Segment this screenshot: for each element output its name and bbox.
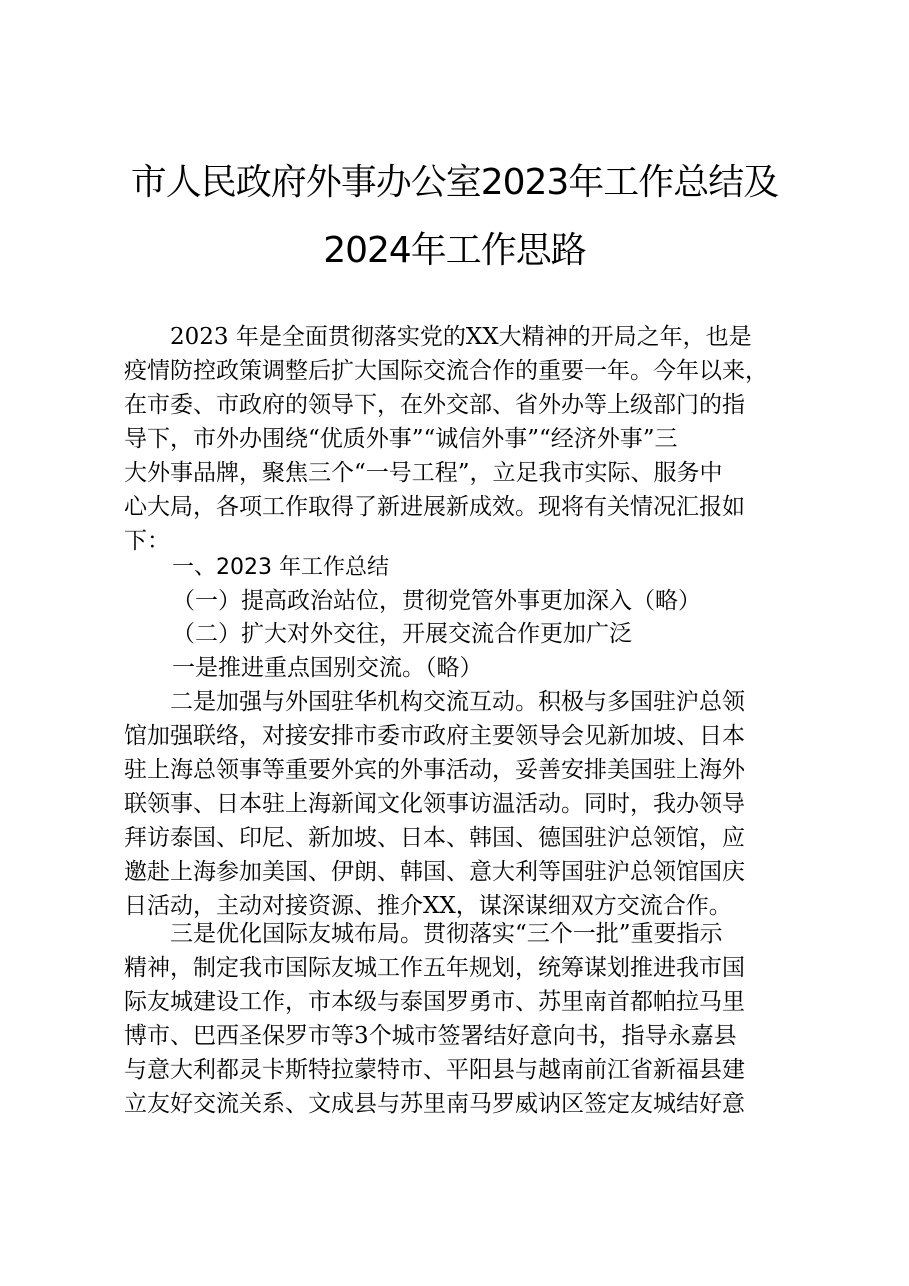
subsection-heading-1: （一）提高政治站位，贯彻党管外事更加深入（略） [172, 588, 701, 614]
intro-line: 疫情防控政策调整后扩大国际交流合作的重要一年。今年以来， [124, 358, 768, 384]
paragraph-sister-cities [124, 917, 804, 1121]
document-title-line-2: 2024年工作思路 [323, 230, 586, 271]
paragraph-line: 二是加强与外国驻华机构交流互动。积极与多国驻沪总领 [124, 689, 745, 715]
paragraph-line: 精神，制定我市国际友城工作五年规划，统筹谋划推进我市国 [124, 955, 745, 981]
intro-line: 下： [124, 528, 170, 554]
paragraph-line: 博市、巴西圣保罗市等3个城市签署结好意向书，指导永嘉县 [124, 1023, 737, 1049]
intro-line: 心大局，各项工作取得了新进展新成效。现将有关情况汇报如 [124, 494, 745, 520]
intro-line: 大外事品牌，聚焦三个“一号工程”，立足我市实际、服务中 [124, 460, 723, 486]
paragraph-line: 三是优化国际友城布局。贯彻落实“三个一批”重要指示 [124, 921, 723, 947]
document-title-line-1: 市人民政府外事办公室2023年工作总结及 [130, 162, 779, 203]
paragraph-line: 馆加强联络，对接安排市委市政府主要领导会见新加坡、日本 [124, 723, 745, 749]
paragraph-line: 驻上海总领事等重要外宾的外事活动，妥善安排美国驻上海外 [124, 757, 745, 783]
paragraph-line: 联领事、日本驻上海新闻文化领事访温活动。同时，我办领导 [124, 791, 745, 817]
intro-paragraph [124, 320, 804, 558]
paragraph-line: 日活动，主动对接资源、推介XX，谋深谋细双方交流合作。 [124, 893, 732, 919]
paragraph-line: 与意大利都灵卡斯特拉蒙特市、平阳县与越南前江省新福县建 [124, 1057, 745, 1083]
subsection-heading-2: （二）扩大对外交往，开展交流合作更加广泛 [172, 621, 632, 647]
paragraph-foreign-institutions [124, 685, 804, 923]
intro-line: 导下，市外办围绕“优质外事”“诚信外事”“经济外事”三 [124, 426, 678, 452]
paragraph-line: 拜访泰国、印尼、新加坡、日本、韩国、德国驻沪总领馆，应 [124, 825, 745, 851]
intro-line: 2023 年是全面贯彻落实党的XX大精神的开局之年，也是 [124, 324, 752, 350]
intro-line: 在市委、市政府的领导下，在外交部、省外办等上级部门的指 [124, 392, 745, 418]
section-heading-1: 一、2023 年工作总结 [172, 555, 389, 580]
paragraph-line: 际友城建设工作，市本级与泰国罗勇市、苏里南首都帕拉马里 [124, 989, 745, 1015]
point-heading-1: 一是推进重点国别交流。（略） [172, 655, 483, 681]
paragraph-line: 邀赴上海参加美国、伊朗、韩国、意大利等国驻沪总领馆国庆 [124, 859, 745, 885]
paragraph-line: 立友好交流关系、文成县与苏里南马罗威讷区签定友城结好意 [124, 1091, 745, 1117]
